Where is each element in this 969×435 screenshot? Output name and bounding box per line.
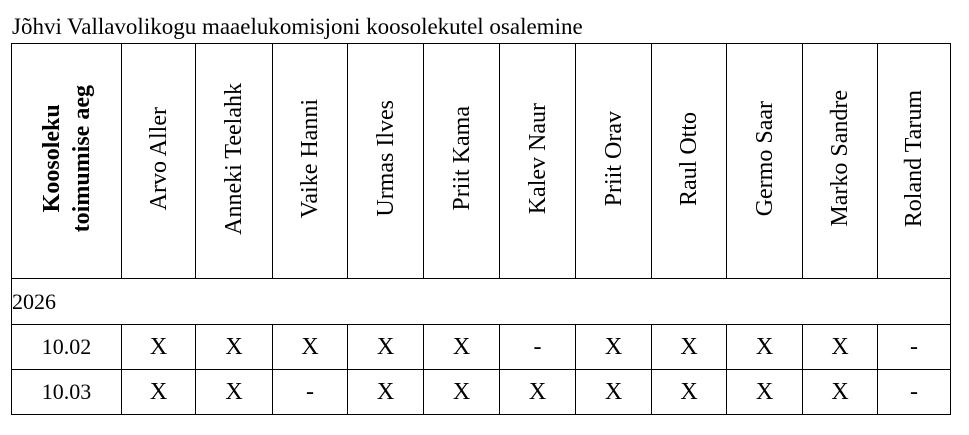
header-member bbox=[500, 44, 576, 279]
member-name: Roland Tarum bbox=[901, 89, 927, 228]
attendance-cell: - bbox=[878, 370, 951, 415]
member-name: Priit Orav bbox=[600, 110, 627, 207]
attendance-cell: X bbox=[727, 370, 803, 415]
attendance-cell: X bbox=[500, 370, 576, 415]
table-row bbox=[12, 370, 951, 415]
attendance-cell: X bbox=[576, 370, 652, 415]
attendance-cell: X bbox=[122, 370, 196, 415]
attendance-cell: X bbox=[122, 325, 196, 370]
table-row bbox=[12, 325, 951, 370]
attendance-cell: X bbox=[424, 370, 500, 415]
attendance-cell: - bbox=[500, 325, 576, 370]
header-row bbox=[12, 44, 951, 279]
member-name: Marko Sandre bbox=[827, 90, 853, 227]
header-member bbox=[196, 44, 273, 279]
member-name: Priit Kama bbox=[448, 106, 475, 211]
attendance-cell: X bbox=[652, 325, 727, 370]
meeting-date: 10.03 bbox=[12, 370, 122, 415]
date-column-label: Koosoleku toimumise aeg bbox=[38, 84, 95, 233]
member-name: Germo Saar bbox=[751, 100, 778, 217]
attendance-cell: X bbox=[348, 370, 424, 415]
header-member bbox=[652, 44, 727, 279]
attendance-cell: X bbox=[652, 370, 727, 415]
member-name: Kalev Naur bbox=[524, 102, 551, 215]
attendance-cell: X bbox=[424, 325, 500, 370]
member-name: Anneki Teelahk bbox=[221, 82, 247, 235]
member-name: Urmas Ilves bbox=[372, 100, 399, 217]
header-member bbox=[727, 44, 803, 279]
attendance-cell: - bbox=[273, 370, 348, 415]
header-member bbox=[424, 44, 500, 279]
header-date-column bbox=[12, 44, 122, 279]
member-name: Vaike Hanni bbox=[297, 98, 323, 219]
header-member bbox=[273, 44, 348, 279]
meeting-date: 10.02 bbox=[12, 325, 122, 370]
year-label: 2026 bbox=[12, 279, 951, 325]
member-name: Raul Otto bbox=[676, 111, 702, 206]
attendance-cell: X bbox=[576, 325, 652, 370]
attendance-cell: X bbox=[348, 325, 424, 370]
attendance-cell: X bbox=[196, 325, 273, 370]
attendance-cell: X bbox=[196, 370, 273, 415]
header-member bbox=[348, 44, 424, 279]
header-member bbox=[576, 44, 652, 279]
year-row bbox=[12, 279, 951, 325]
attendance-table bbox=[11, 43, 951, 415]
attendance-cell: X bbox=[273, 325, 348, 370]
header-member bbox=[878, 44, 951, 279]
attendance-cell: X bbox=[803, 325, 878, 370]
member-name: Arvo Aller bbox=[145, 106, 172, 211]
document-title: Jõhvi Vallavolikogu maaelukomisjoni koosolekutel osalemine bbox=[12, 14, 583, 39]
attendance-cell: X bbox=[727, 325, 803, 370]
header-member bbox=[122, 44, 196, 279]
attendance-cell: - bbox=[878, 325, 951, 370]
attendance-cell: X bbox=[803, 370, 878, 415]
header-member bbox=[803, 44, 878, 279]
